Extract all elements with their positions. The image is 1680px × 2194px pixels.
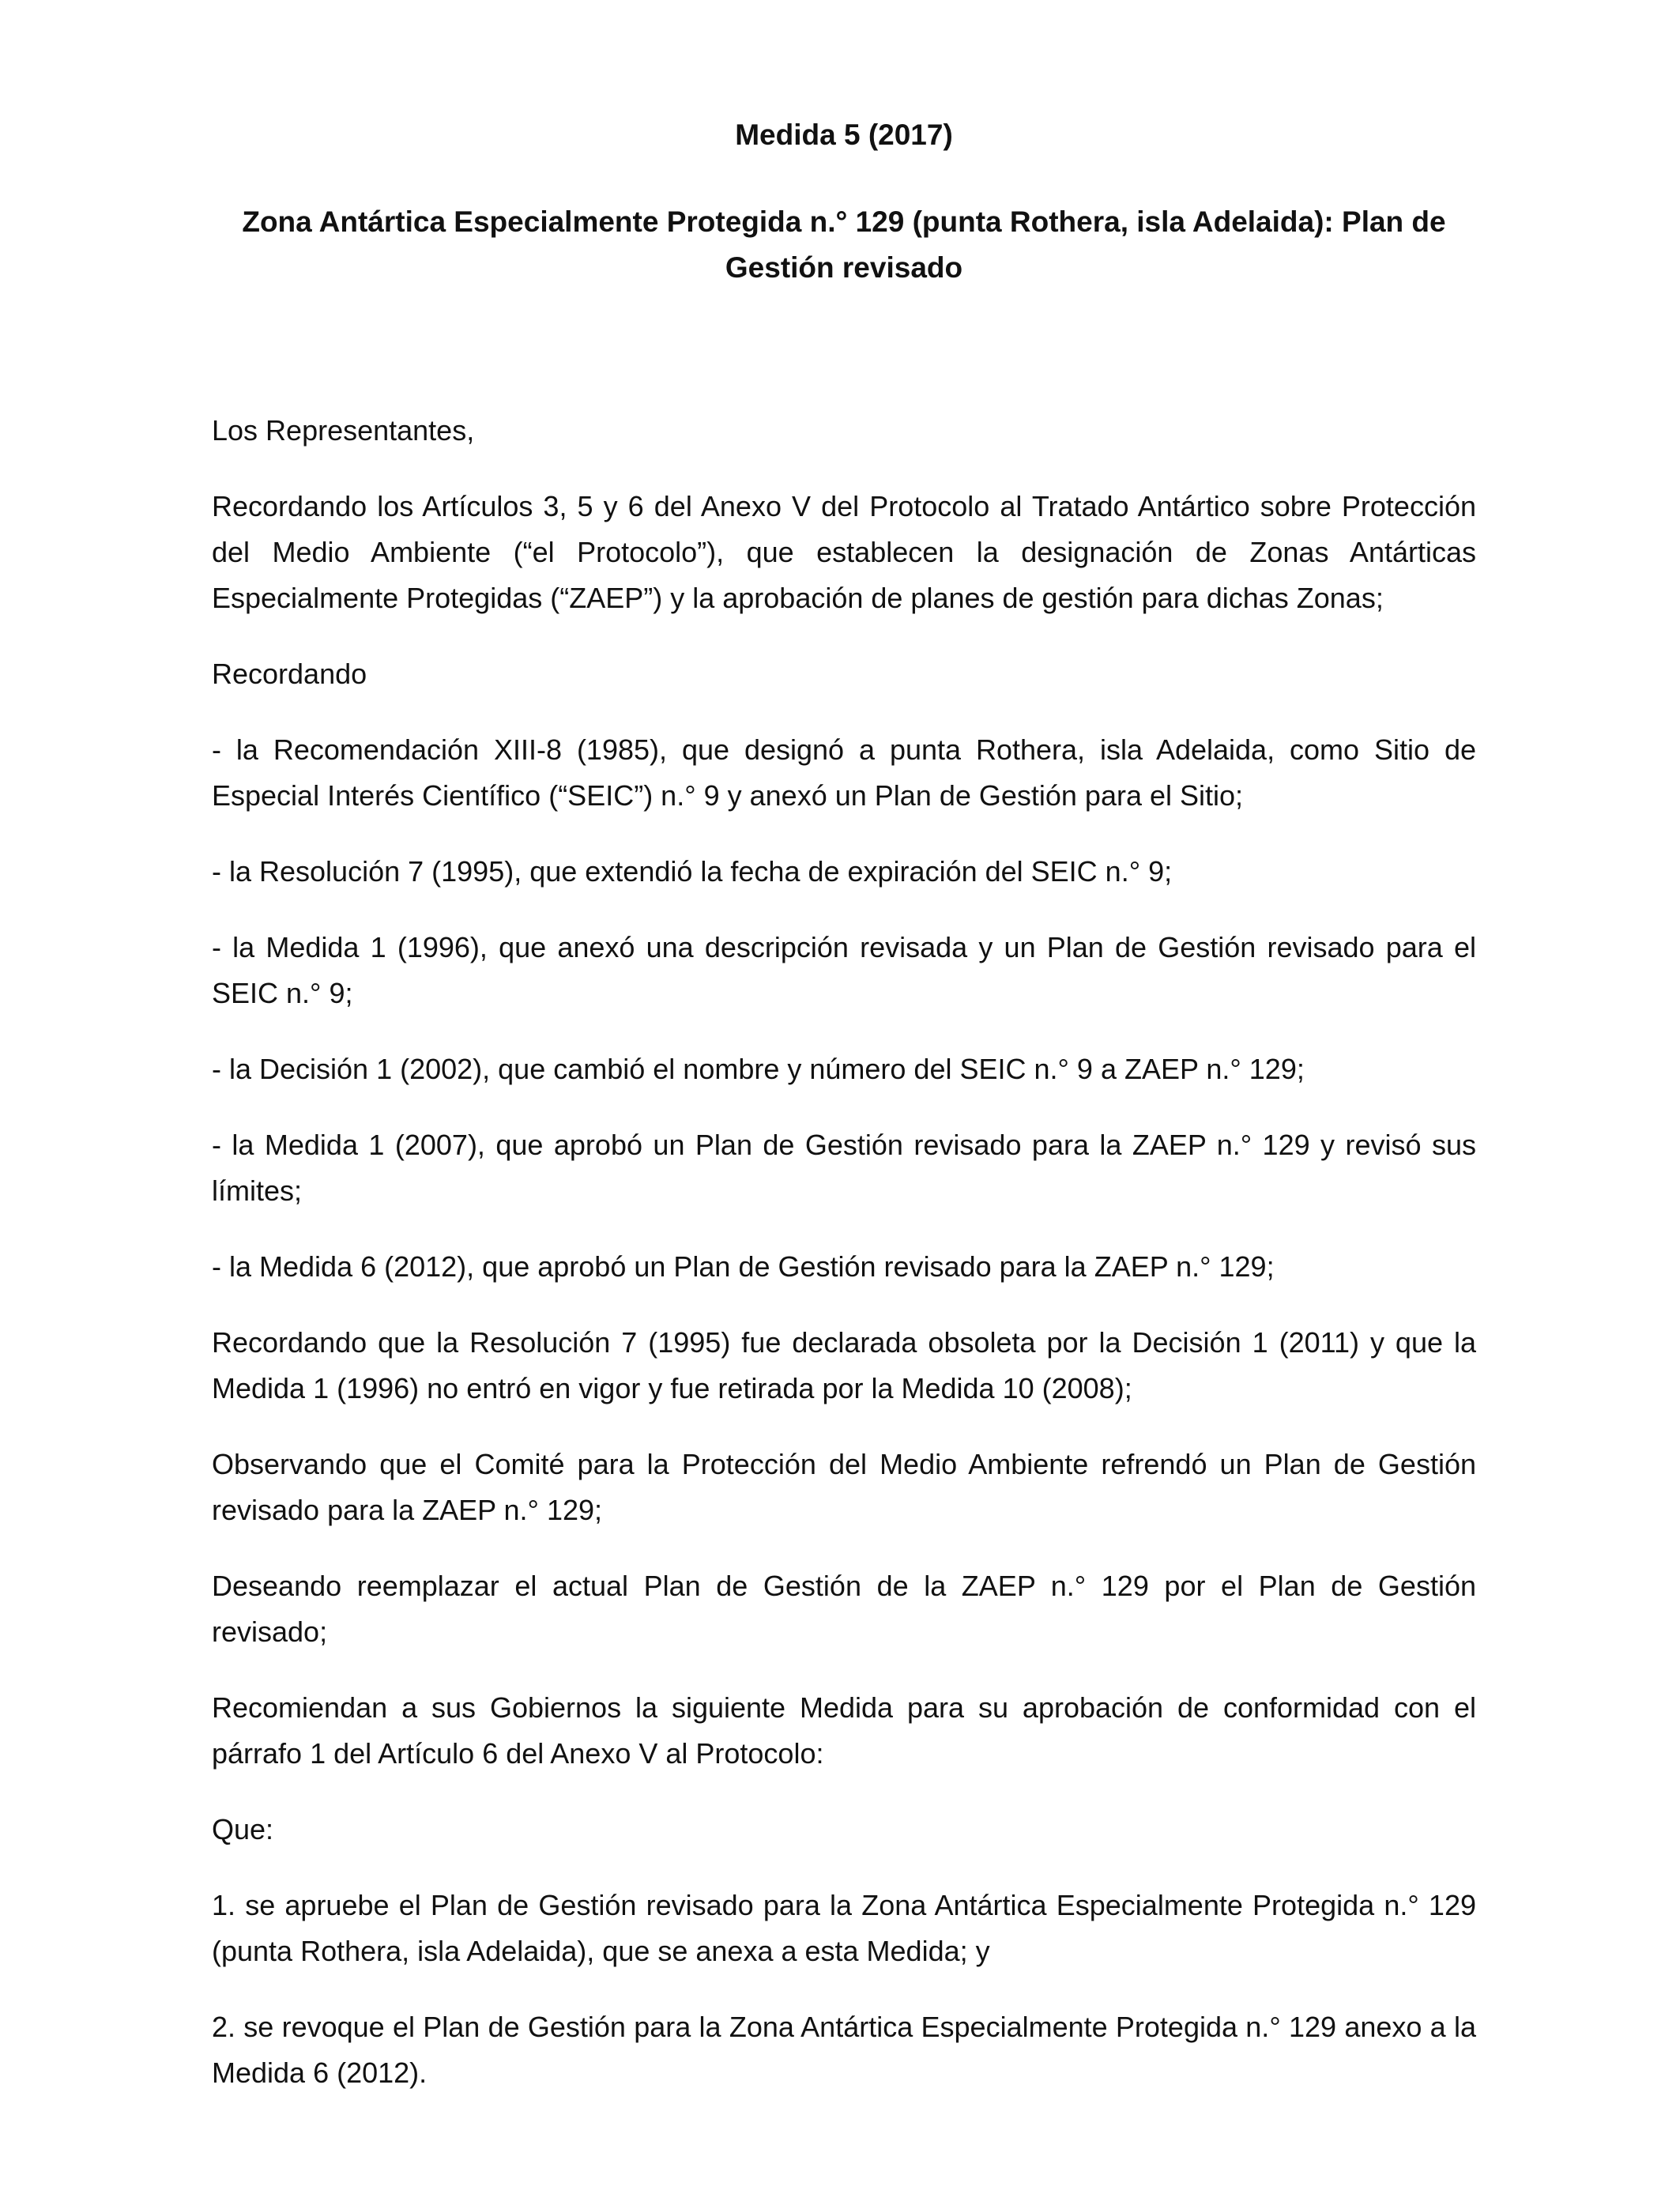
paragraph-operative-1: 1. se apruebe el Plan de Gestión revisado para la Zona Antártica Especialmente Protegida n.° 129 (punta Rothera, isla Adelaida), que se anexa a esta Medida; y — [212, 1889, 1476, 1967]
paragraph-item-recommendation: - la Recomendación XIII-8 (1985), que designó a punta Rothera, isla Adelaida, como Sitio de Especial Interés Científico (“SEIC”) n.° 9 y anexó un Plan de Gestión para el Sitio; — [212, 733, 1476, 812]
document-title: Medida 5 (2017) — [735, 119, 953, 151]
paragraph-recalling-obsolete: Recordando que la Resolución 7 (1995) fue declarada obsoleta por la Decisión 1 (2011) y que la Medida 1 (1996) no entró en vigor y fue retirada por la Medida 10 (2008); — [212, 1326, 1476, 1404]
document-subtitle: Zona Antártica Especialmente Protegida n.° 129 (punta Rothera, isla Adelaida): Plan de Gestión revisado — [242, 205, 1446, 284]
paragraph-recalling-articles: Recordando los Artículos 3, 5 y 6 del Anexo V del Protocolo al Tratado Antártico sobre Protección del Medio Ambiente (“el Protocolo”), que establecen la designación de Zonas Antárticas Especialmente Protegidas (“ZAEP”) y la aprobación de planes de gestión para dichas Zonas; — [212, 490, 1476, 614]
paragraph-item-resolution: - la Resolución 7 (1995), que extendió la fecha de expiración del SEIC n.° 9; — [212, 855, 1173, 888]
paragraph-operative-2: 2. se revoque el Plan de Gestión para la Zona Antártica Especialmente Protegida n.° 129 anexo a la Medida 6 (2012). — [212, 2011, 1476, 2089]
document-page — [212, 112, 1476, 2126]
paragraph-item-measure-2007: - la Medida 1 (2007), que aprobó un Plan de Gestión revisado para la ZAEP n.° 129 y revisó sus límites; — [212, 1129, 1476, 1207]
paragraph-noting: Observando que el Comité para la Protección del Medio Ambiente refrendó un Plan de Gestión revisado para la ZAEP n.° 129; — [212, 1448, 1476, 1526]
paragraph-item-measure-1996: - la Medida 1 (1996), que anexó una descripción revisada y un Plan de Gestión revisado para el SEIC n.° 9; — [212, 931, 1476, 1009]
paragraph-desiring: Deseando reemplazar el actual Plan de Gestión de la ZAEP n.° 129 por el Plan de Gestión revisado; — [212, 1570, 1476, 1648]
paragraph-that: Que: — [212, 1813, 274, 1845]
paragraph-recommend: Recomiendan a sus Gobiernos la siguiente Medida para su aprobación de conformidad con el párrafo 1 del Artículo 6 del Anexo V al Protocolo: — [212, 1691, 1476, 1770]
paragraph-preamble: Los Representantes, — [212, 414, 475, 447]
paragraph-item-decision: - la Decisión 1 (2002), que cambió el nombre y número del SEIC n.° 9 a ZAEP n.° 129; — [212, 1053, 1305, 1085]
paragraph-recalling: Recordando — [212, 658, 367, 690]
paragraph-item-measure-2012: - la Medida 6 (2012), que aprobó un Plan de Gestión revisado para la ZAEP n.° 129; — [212, 1250, 1275, 1283]
